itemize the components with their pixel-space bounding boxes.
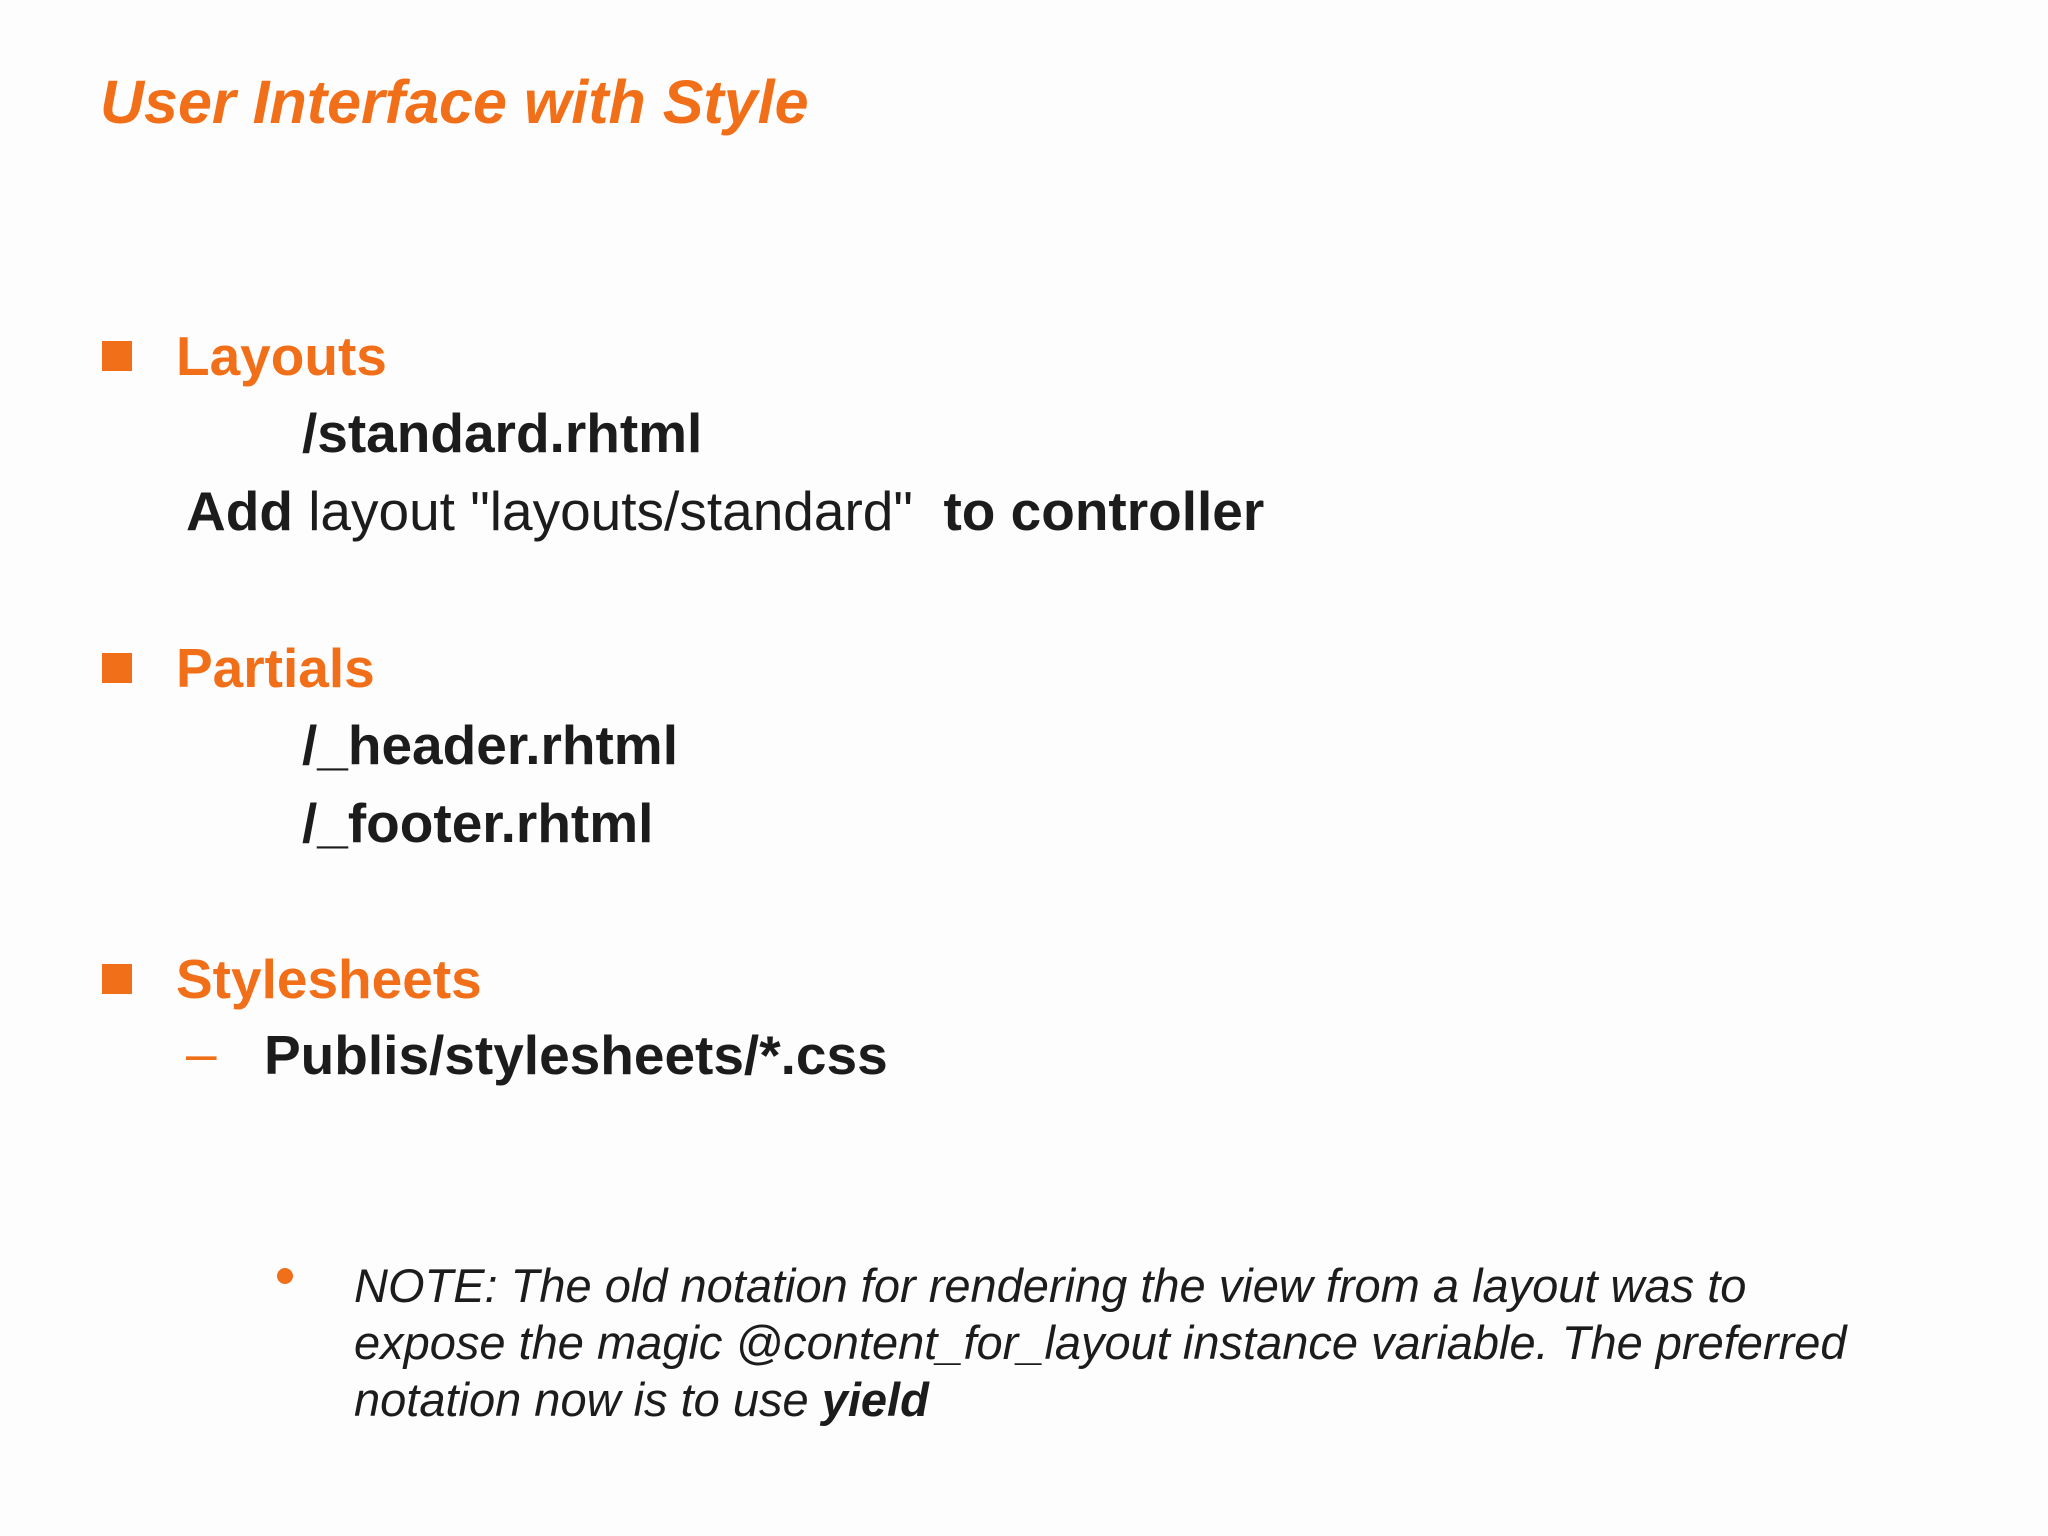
instruction-add: Add	[186, 480, 293, 542]
section-heading-partials: Partials	[176, 636, 375, 699]
section-stylesheets	[102, 947, 482, 1011]
section-layouts	[102, 324, 387, 388]
slide-title: User Interface with Style	[100, 68, 809, 136]
instruction-to-controller: to controller	[943, 480, 1265, 542]
instruction-layout-call: layout "layouts/standard"	[292, 480, 944, 542]
stylesheet-path: Publis/stylesheets/*.css	[264, 1024, 888, 1086]
layout-instruction	[186, 480, 1265, 542]
section-heading-stylesheets: Stylesheets	[176, 947, 482, 1010]
square-bullet-icon	[102, 341, 132, 371]
square-bullet-icon	[102, 964, 132, 994]
note-text: NOTE: The old notation for rendering the view from a layout was to expose the magic @content_for_layout instance variable. The preferred notation now is to use	[354, 1259, 1847, 1426]
layout-file-standard: /standard.rhtml	[302, 402, 703, 464]
section-heading-layouts: Layouts	[176, 324, 387, 387]
partial-file-footer: /_footer.rhtml	[302, 792, 654, 854]
dot-bullet-icon	[277, 1268, 293, 1284]
note-emphasis: yield	[821, 1373, 929, 1426]
square-bullet-icon	[102, 653, 132, 683]
partial-file-header: /_header.rhtml	[302, 714, 678, 776]
note-paragraph	[354, 1257, 1854, 1428]
section-partials	[102, 636, 375, 700]
dash-bullet-icon: –	[186, 1022, 217, 1084]
